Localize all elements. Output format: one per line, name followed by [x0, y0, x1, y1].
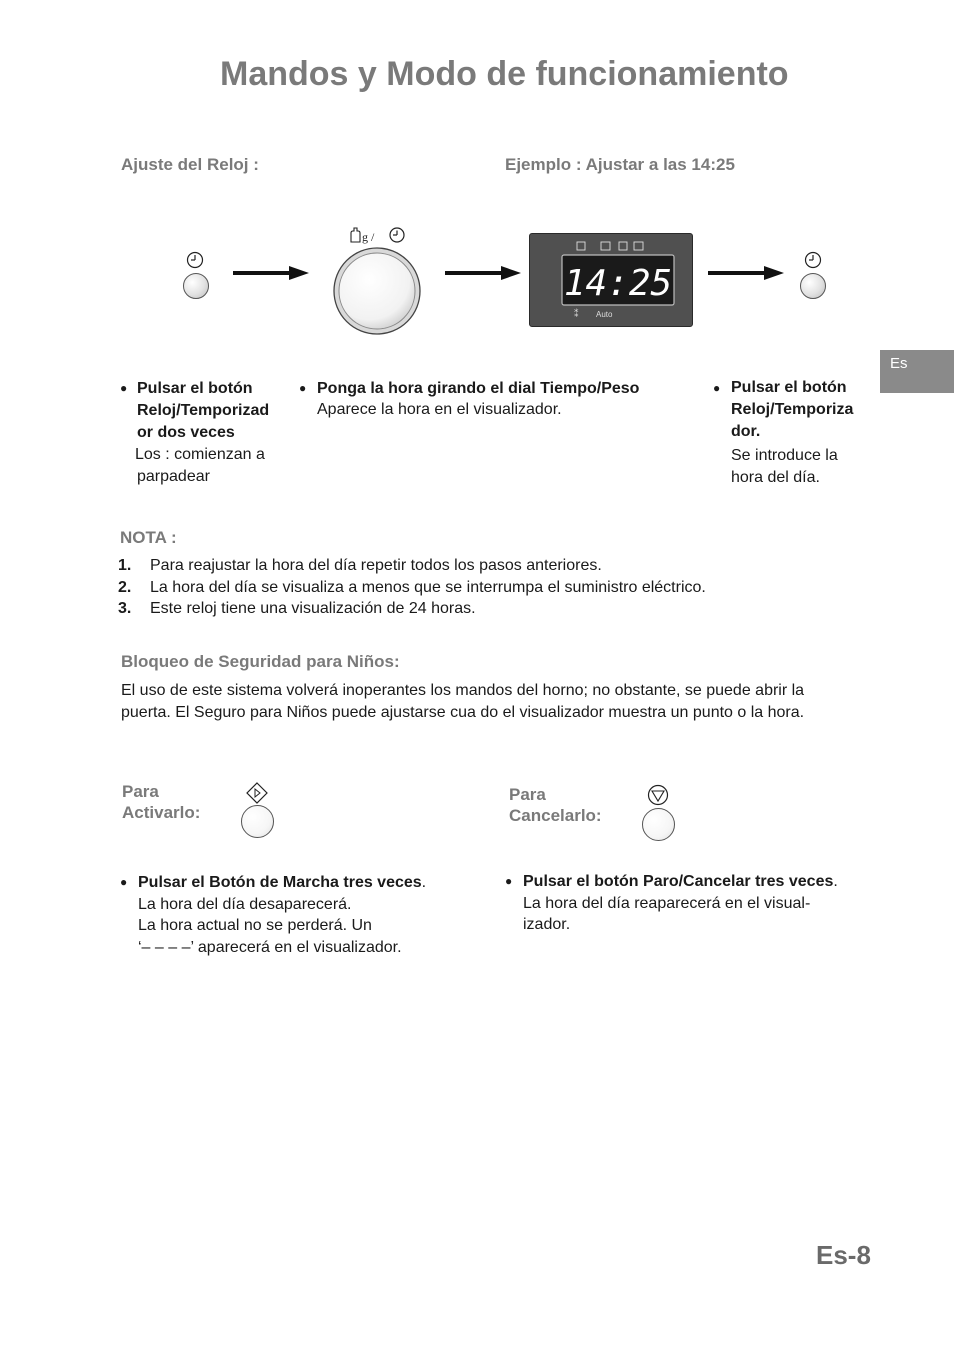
activate-line: ‘– – – –’ aparecerá en el visualizador.	[138, 939, 402, 956]
cancel-label: Para Cancelarlo:	[509, 785, 602, 825]
weight-time-label-icon	[347, 226, 407, 246]
note-number: 1.	[118, 557, 132, 574]
child-lock-icon: ⁑	[574, 310, 579, 320]
clock-heading: Ajuste del Reloj :	[121, 155, 259, 174]
bullet-icon: ●	[120, 875, 128, 889]
child-lock-heading: Bloqueo de Seguridad para Niños:	[121, 652, 400, 671]
child-lock-paragraph: El uso de este sistema volverá inoperantes los mandos del horno; no obstante, se puede abrir la	[121, 682, 805, 699]
activate-label: Para Activarlo:	[122, 782, 201, 822]
mode-icon	[577, 242, 585, 250]
note-number: 3.	[118, 600, 132, 617]
clock-timer-button[interactable]	[183, 273, 209, 299]
step1-text: Pulsar el botón Reloj/Temporizad or dos veces	[137, 380, 270, 441]
arrow-right-icon	[708, 263, 784, 283]
activate-line: La hora del día desaparecerá.	[138, 896, 352, 913]
dial-label-text: g /	[362, 230, 375, 244]
time-weight-dial[interactable]	[331, 245, 423, 337]
step3-line: Se introduce la	[731, 447, 838, 464]
oven-icon	[634, 242, 643, 250]
page-title: Mandos y Modo de funcionamiento	[220, 55, 789, 93]
language-tab: Es	[880, 350, 954, 393]
oven-icon	[601, 242, 610, 250]
bullet-icon: ●	[299, 381, 307, 395]
step3-text: Pulsar el botón Reloj/Temporiza dor.	[731, 379, 854, 440]
step2-bold: Ponga la hora girando el dial Tiempo/Peso	[317, 380, 640, 397]
grill-icon	[619, 242, 627, 250]
bullet-icon: ●	[505, 874, 513, 888]
note-number: 2.	[118, 579, 132, 596]
step2-line: Aparece la hora en el visualizador.	[317, 401, 562, 418]
cancel-line: La hora del día reaparecerá en el visual-	[523, 895, 811, 912]
page-number: Es-8	[816, 1240, 871, 1270]
note-item: Para reajustar la hora del día repetir todos los pasos anteriores.	[150, 557, 602, 574]
oven-display	[529, 233, 693, 327]
clock-icon	[804, 251, 822, 269]
stop-cancel-button[interactable]	[642, 808, 675, 841]
note-item: Este reloj tiene una visualización de 24 horas.	[150, 600, 476, 617]
bullet-icon: ●	[713, 381, 721, 395]
stop-cancel-icon	[647, 784, 669, 806]
cancel-line: izador.	[523, 916, 571, 933]
start-button[interactable]	[241, 805, 274, 838]
activate-instruction: Pulsar el Botón de Marcha tres veces.	[138, 874, 427, 891]
step1-line: parpadear	[137, 468, 210, 485]
step1-line: Los : comienzan a	[135, 446, 265, 463]
start-icon	[246, 782, 268, 804]
note-heading: NOTA :	[120, 528, 177, 547]
step3-line: hora del día.	[731, 469, 820, 486]
auto-label: Auto	[596, 310, 613, 319]
activate-line: La hora actual no se perderá. Un	[138, 917, 372, 934]
bullet-icon: ●	[120, 381, 128, 395]
clock-timer-button[interactable]	[800, 273, 826, 299]
cancel-instruction: Pulsar el botón Paro/Cancelar tres veces.	[523, 873, 838, 890]
display-time: 14:25	[563, 263, 673, 304]
clock-icon	[186, 251, 204, 269]
arrow-right-icon	[445, 263, 521, 283]
clock-example: Ejemplo : Ajustar a las 14:25	[505, 155, 735, 174]
child-lock-paragraph: puerta. El Seguro para Niños puede ajustarse cua do el visualizador muestra un punto o la hora.	[121, 704, 805, 721]
arrow-right-icon	[233, 263, 309, 283]
note-item: La hora del día se visualiza a menos que se interrumpa el suministro eléctrico.	[150, 579, 706, 596]
